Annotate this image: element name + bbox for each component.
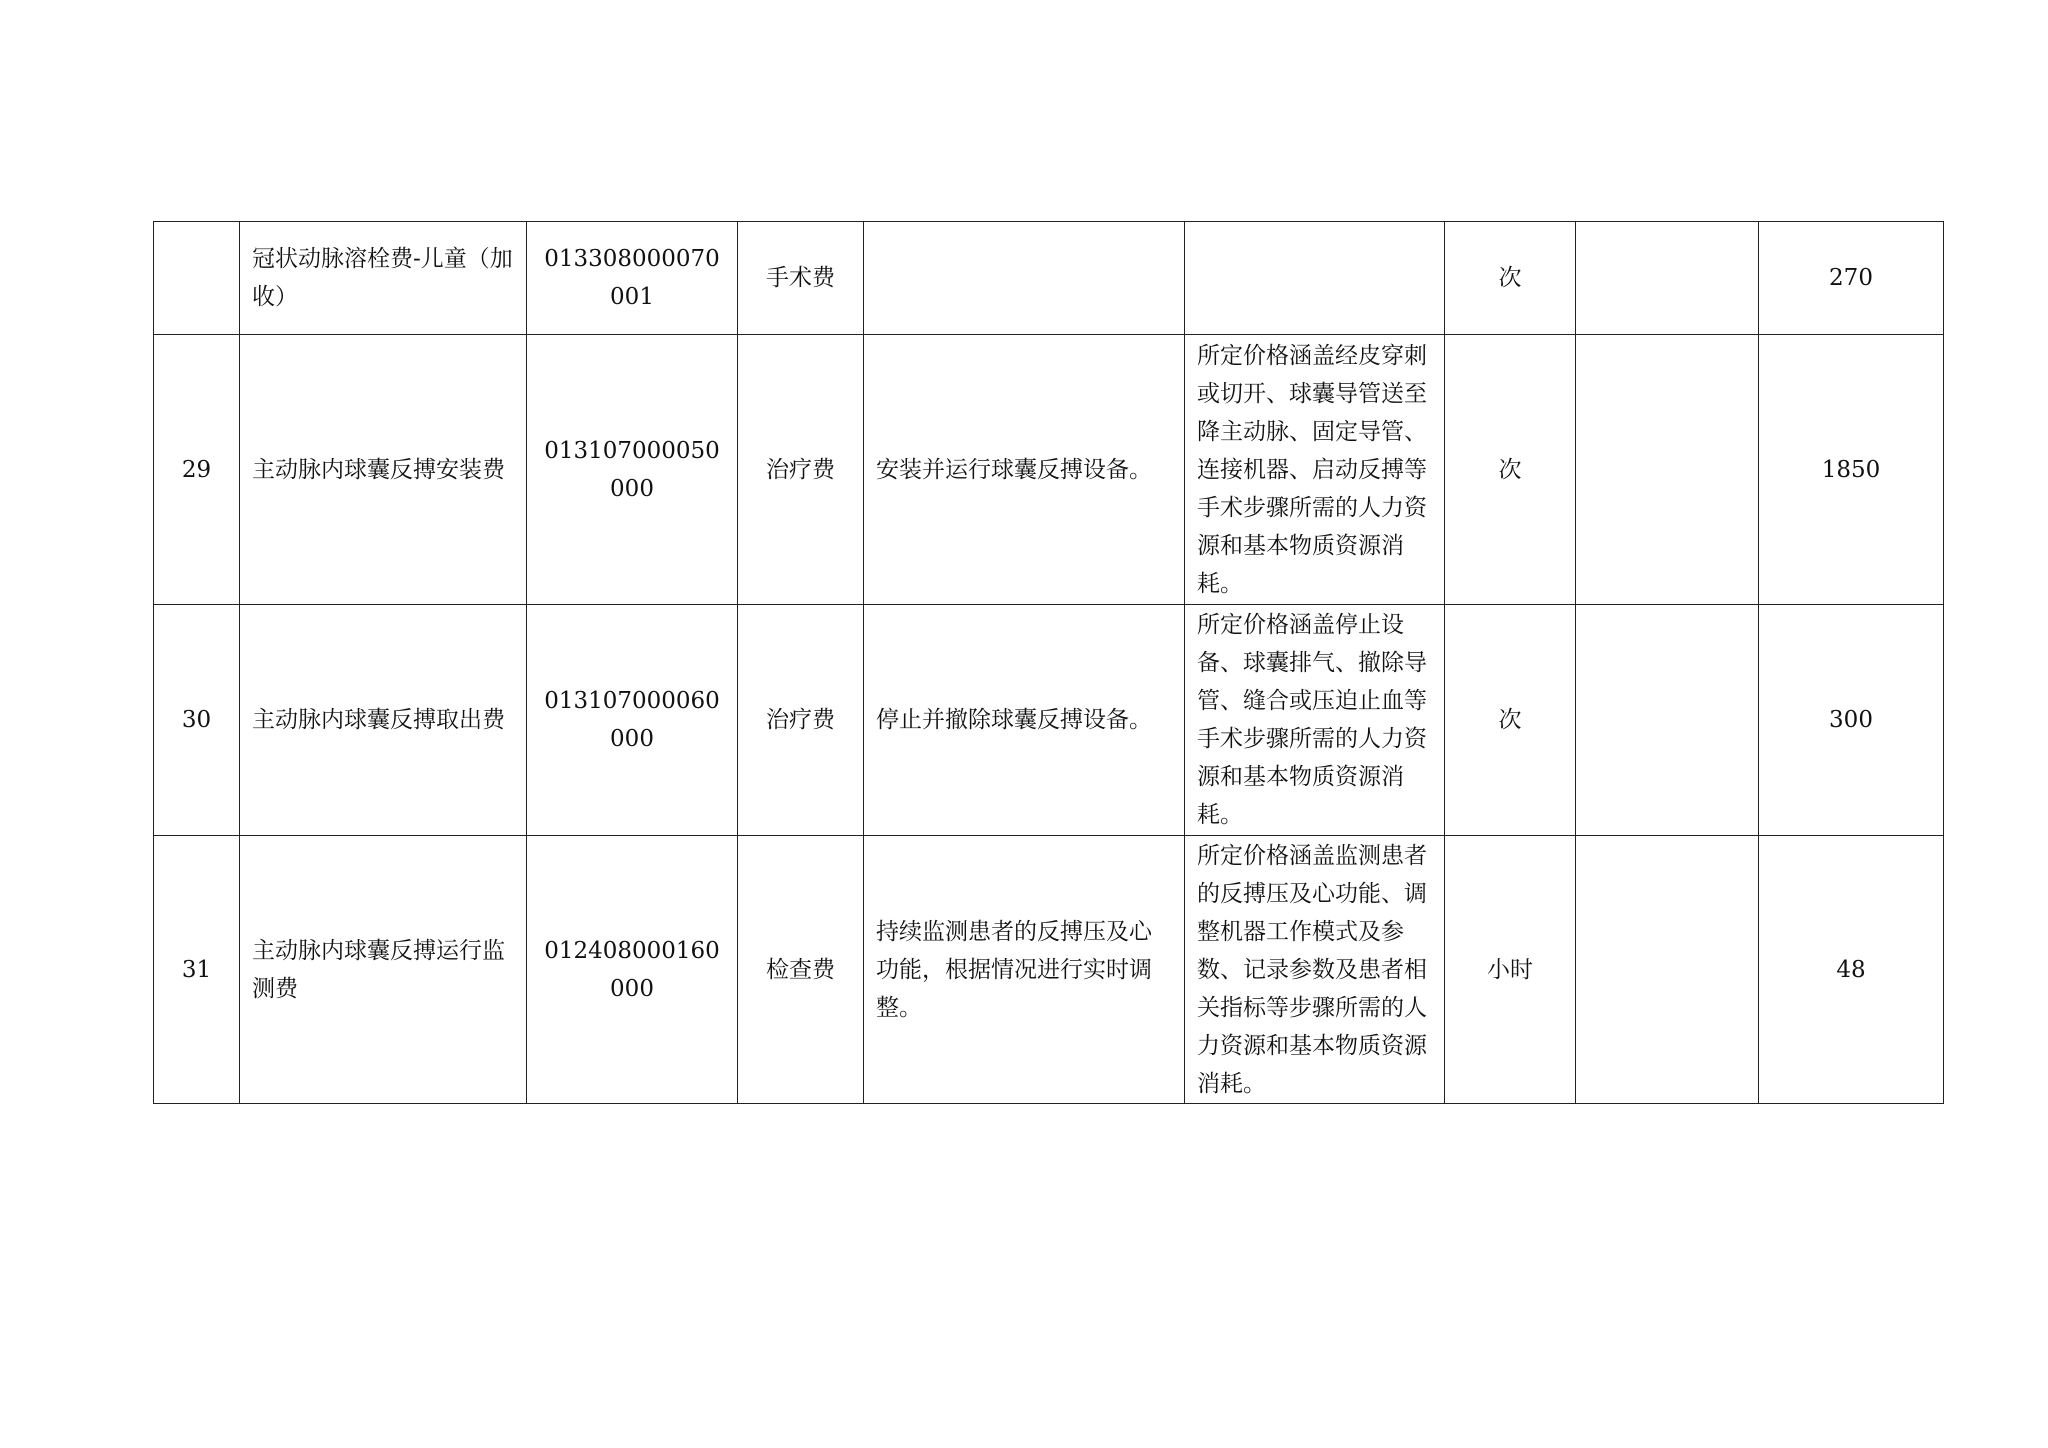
row-number <box>154 222 240 335</box>
note <box>1576 222 1759 335</box>
fee-category: 手术费 <box>738 222 864 335</box>
price-table <box>153 221 1944 1104</box>
service-content: 安装并运行球囊反搏设备。 <box>864 335 1185 605</box>
item-code: 013107000050000 <box>527 335 738 605</box>
table-row <box>154 836 1944 1104</box>
price-scope: 所定价格涵盖经皮穿刺或切开、球囊导管送至降主动脉、固定导管、连接机器、启动反搏等手术步骤所需的人力资源和基本物质资源消耗。 <box>1185 335 1445 605</box>
unit: 小时 <box>1445 836 1576 1104</box>
unit: 次 <box>1445 222 1576 335</box>
note <box>1576 836 1759 1104</box>
service-content: 停止并撤除球囊反搏设备。 <box>864 605 1185 836</box>
fee-category: 治疗费 <box>738 605 864 836</box>
price-scope <box>1185 222 1445 335</box>
table-row <box>154 335 1944 605</box>
row-number: 29 <box>154 335 240 605</box>
note <box>1576 605 1759 836</box>
price: 270 <box>1759 222 1944 335</box>
price: 48 <box>1759 836 1944 1104</box>
table-row <box>154 222 1944 335</box>
row-number: 31 <box>154 836 240 1104</box>
price: 1850 <box>1759 335 1944 605</box>
price-scope: 所定价格涵盖监测患者的反搏压及心功能、调整机器工作模式及参数、记录参数及患者相关指标等步骤所需的人力资源和基本物质资源消耗。 <box>1185 836 1445 1104</box>
note <box>1576 335 1759 605</box>
row-number: 30 <box>154 605 240 836</box>
price: 300 <box>1759 605 1944 836</box>
fee-category: 治疗费 <box>738 335 864 605</box>
service-content: 持续监测患者的反搏压及心功能，根据情况进行实时调整。 <box>864 836 1185 1104</box>
price-scope: 所定价格涵盖停止设备、球囊排气、撤除导管、缝合或压迫止血等手术步骤所需的人力资源和基本物质资源消耗。 <box>1185 605 1445 836</box>
item-code: 012408000160000 <box>527 836 738 1104</box>
item-name: 主动脉内球囊反搏取出费 <box>240 605 527 836</box>
item-name: 主动脉内球囊反搏安装费 <box>240 335 527 605</box>
item-code: 013308000070001 <box>527 222 738 335</box>
fee-category: 检查费 <box>738 836 864 1104</box>
service-content <box>864 222 1185 335</box>
item-name: 冠状动脉溶栓费-儿童（加收） <box>240 222 527 335</box>
item-name: 主动脉内球囊反搏运行监测费 <box>240 836 527 1104</box>
unit: 次 <box>1445 605 1576 836</box>
unit: 次 <box>1445 335 1576 605</box>
table-row <box>154 605 1944 836</box>
item-code: 013107000060000 <box>527 605 738 836</box>
